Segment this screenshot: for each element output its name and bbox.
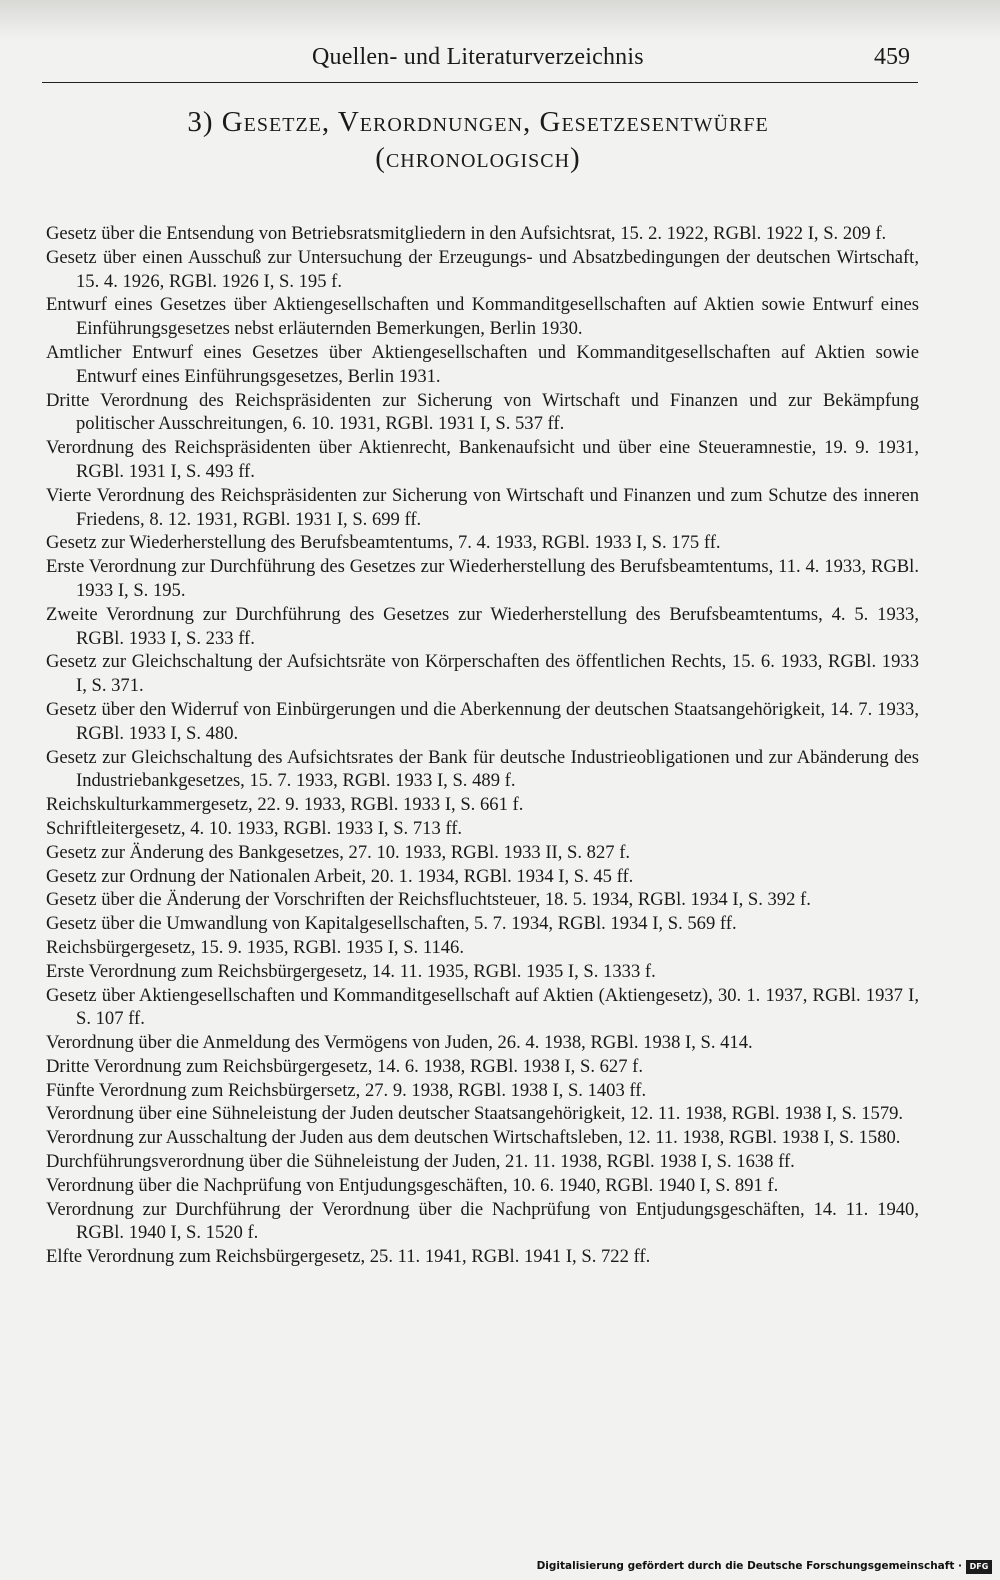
law-entry: Gesetz über die Änderung der Vorschriften der Reichsfluchtsteuer, 18. 5. 1934, RGBl. 1934 I, S. 392 f.: [46, 889, 811, 911]
law-entry: Reichsbürgergesetz, 15. 9. 1935, RGBl. 1935 I, S. 1146.: [46, 936, 464, 958]
law-entry-list: [46, 222, 919, 1269]
law-entry: Elfte Verordnung zum Reichsbürgergesetz, 25. 11. 1941, RGBl. 1941 I, S. 722 ff.: [46, 1246, 651, 1268]
law-entry: Verordnung zur Durchführung der Verordnung über die Nachprüfung von Entjudungsgeschäften, 14. 11. 1940, RGBl. 1940 I, S. 1520 f.: [46, 1198, 919, 1244]
section-heading: [40, 104, 916, 176]
law-entry: Fünfte Verordnung zum Reichsbürgersetz, 27. 9. 1938, RGBl. 1938 I, S. 1403 ff.: [46, 1079, 647, 1101]
law-entry: Schriftleitergesetz, 4. 10. 1933, RGBl. 1933 I, S. 713 ff.: [46, 817, 463, 839]
section-heading-line1: 3) Gesetze, Verordnungen, Gesetzesentwürfe: [187, 106, 769, 138]
law-entry: Gesetz zur Gleichschaltung des Aufsichtsrates der Bank für deutsche Industrieobligationen und zur Abänderung des Industriebankgesetzes, 15. 7. 1933, RGBl. 1933 I, S. 489 f.: [46, 746, 919, 792]
law-entry: Gesetz über Aktiengesellschaften und Kommanditgesellschaft auf Aktien (Aktiengesetz), 30. 1. 1937, RGBl. 1937 I, S. 107 ff.: [46, 984, 919, 1030]
law-entry: Dritte Verordnung des Reichspräsidenten zur Sicherung von Wirtschaft und Finanzen und zur Bekämpfung politischer Ausschreitungen, 6. 10. 1931, RGBl. 1931 I, S. 537 ff.: [46, 389, 919, 435]
digitization-credit: Digitalisierung gefördert durch die Deutsche Forschungsgemeinschaft ·: [536, 1560, 962, 1572]
running-title: Quellen- und Literaturverzeichnis: [312, 44, 644, 70]
law-entry: Gesetz zur Gleichschaltung der Aufsichtsräte von Körperschaften des öffentlichen Rechts, 15. 6. 1933, RGBl. 1933 I, S. 371.: [46, 651, 919, 697]
law-entry: Gesetz zur Ordnung der Nationalen Arbeit, 20. 1. 1934, RGBl. 1934 I, S. 45 ff.: [46, 865, 634, 887]
running-head: [42, 40, 918, 83]
law-entry: Erste Verordnung zum Reichsbürgergesetz, 14. 11. 1935, RGBl. 1935 I, S. 1333 f.: [46, 960, 656, 982]
law-entry: Durchführungsverordnung über die Sühneleistung der Juden, 21. 11. 1938, RGBl. 1938 I, S. 1638 ff.: [46, 1151, 795, 1173]
law-entry: Gesetz über einen Ausschuß zur Untersuchung der Erzeugungs- und Absatzbedingungen der deutschen Wirtschaft, 15. 4. 1926, RGBl. 1926 I, S. 195 f.: [46, 246, 919, 292]
law-entry: Verordnung zur Ausschaltung der Juden aus dem deutschen Wirtschaftsleben, 12. 11. 1938, RGBl. 1938 I, S. 1580.: [46, 1127, 901, 1149]
law-entry: Gesetz über die Umwandlung von Kapitalgesellschaften, 5. 7. 1934, RGBl. 1934 I, S. 569 ff.: [46, 913, 737, 935]
law-entry: Vierte Verordnung des Reichspräsidenten zur Sicherung von Wirtschaft und Finanzen und zum Schutze des inneren Friedens, 8. 12. 1931, RGBl. 1931 I, S. 699 ff.: [46, 484, 919, 530]
law-entry: Reichskulturkammergesetz, 22. 9. 1933, RGBl. 1933 I, S. 661 f.: [46, 794, 524, 816]
law-entry: Gesetz über die Entsendung von Betriebsratsmitgliedern in den Aufsichtsrat, 15. 2. 1922, RGBl. 1922 I, S. 209 f.: [46, 223, 887, 244]
scan-shadow: [0, 0, 1000, 40]
law-entry: Zweite Verordnung zur Durchführung des Gesetzes zur Wiederherstellung des Berufsbeamtentums, 4. 5. 1933, RGBl. 1933 I, S. 233 ff.: [46, 603, 919, 649]
law-entry: Gesetz über den Widerruf von Einbürgerungen und die Aberkennung der deutschen Staatsangehörigkeit, 14. 7. 1933, RGBl. 1933 I, S. 480.: [46, 698, 919, 744]
law-entry: Dritte Verordnung zum Reichsbürgergesetz, 14. 6. 1938, RGBl. 1938 I, S. 627 f.: [46, 1055, 643, 1077]
law-entry: Verordnung über die Nachprüfung von Entjudungsgeschäften, 10. 6. 1940, RGBl. 1940 I, S. 891 f.: [46, 1174, 779, 1196]
law-entry: Gesetz zur Änderung des Bankgesetzes, 27. 10. 1933, RGBl. 1933 II, S. 827 f.: [46, 841, 631, 863]
law-entry: Gesetz zur Wiederherstellung des Berufsbeamtentums, 7. 4. 1933, RGBl. 1933 I, S. 175 ff.: [46, 532, 721, 554]
law-entry: Verordnung über die Anmeldung des Vermögens von Juden, 26. 4. 1938, RGBl. 1938 I, S. 414.: [46, 1032, 753, 1054]
page-number: 459: [874, 44, 910, 70]
law-entry: Verordnung des Reichspräsidenten über Aktienrecht, Bankenaufsicht und über eine Steueramnestie, 19. 9. 1931, RGBl. 1931 I, S. 493 ff.: [46, 437, 919, 482]
law-entry: Erste Verordnung zur Durchführung des Gesetzes zur Wiederherstellung des Berufsbeamtentums, 11. 4. 1933, RGBl. 1933 I, S. 195.: [46, 556, 919, 601]
law-entry: Entwurf eines Gesetzes über Aktiengesellschaften und Kommanditgesellschaften auf Aktien sowie Entwurf eines Einführungsgesetzes nebst erläuternden Bemerkungen, Berlin 1930.: [46, 294, 919, 340]
law-entry: Amtlicher Entwurf eines Gesetzes über Aktiengesellschaften und Kommanditgesellschaften auf Aktien sowie Entwurf eines Einführungsgesetzes, Berlin 1931.: [46, 341, 919, 387]
law-entry: Verordnung über eine Sühneleistung der Juden deutscher Staatsangehörigkeit, 12. 11. 1938, RGBl. 1938 I, S. 1579.: [46, 1103, 904, 1125]
dfg-logo: DFG: [966, 1560, 992, 1574]
section-heading-line2: (chronologisch): [375, 142, 581, 174]
